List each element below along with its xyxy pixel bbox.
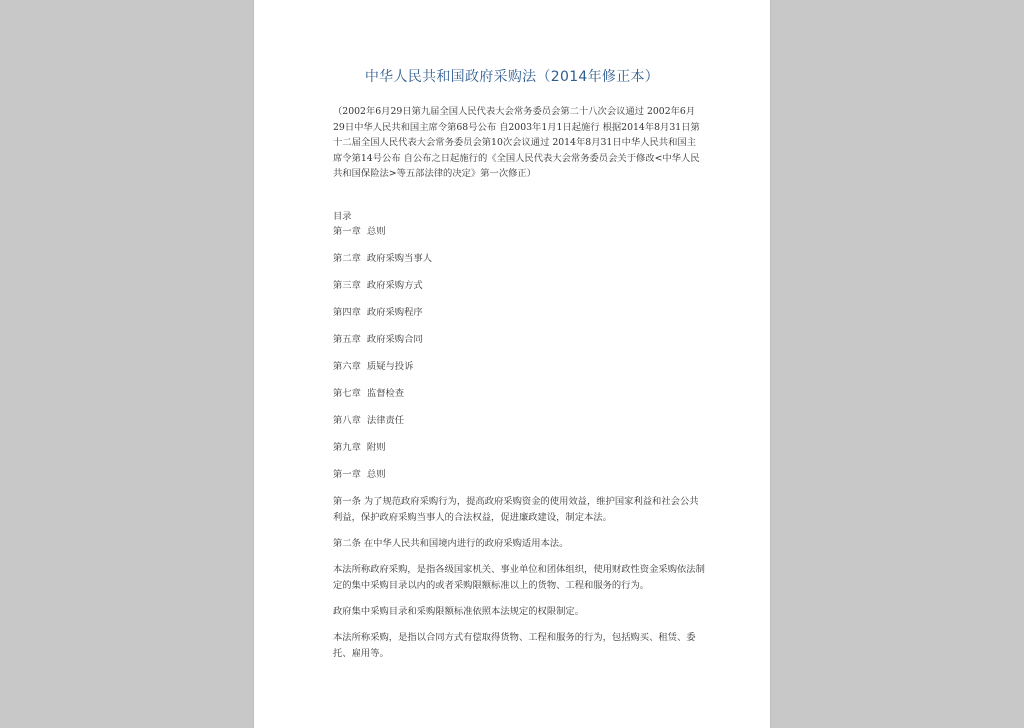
toc-item-1 (333, 224, 705, 239)
document-body (333, 209, 705, 672)
toc-chapter-number: 第八章 (333, 415, 361, 426)
toc-chapter-number: 第三章 (333, 280, 361, 291)
toc-item-4 (333, 305, 705, 320)
toc-chapter-number: 第六章 (333, 361, 361, 372)
toc-chapter-name: 附则 (366, 442, 386, 453)
article-paragraph: 本法所称政府采购，是指各级国家机关、事业单位和团体组织，使用财政性资金采购依法制定的集中采购目录以内的或者采购限额标准以上的货物、工程和服务的行为。 (333, 564, 705, 591)
toc-chapter-name: 质疑与投诉 (366, 361, 414, 372)
toc-chapter-number: 第四章 (333, 307, 361, 318)
toc-chapter-name: 监督检查 (366, 388, 405, 399)
document-page (254, 0, 770, 728)
toc-item-9 (333, 440, 705, 455)
article-paragraph: 第一条 为了规范政府采购行为，提高政府采购资金的使用效益，维护国家利益和社会公共利益，保护政府采购当事人的合法权益，促进廉政建设，制定本法。 (333, 496, 699, 523)
toc-item-5 (333, 332, 705, 347)
article-paragraph: 本法所称采购，是指以合同方式有偿取得货物、工程和服务的行为，包括购买、租赁、委托、雇用等。 (333, 632, 696, 659)
toc-chapter-name: 总则 (366, 226, 386, 237)
toc-chapter-number: 第九章 (333, 442, 361, 453)
toc-heading: 目录 (333, 211, 352, 222)
toc-item-6 (333, 359, 705, 374)
toc-chapter-number: 第五章 (333, 334, 361, 345)
toc-chapter-number: 第二章 (333, 253, 361, 264)
chapter-heading (333, 467, 705, 482)
toc-chapter-name: 政府采购合同 (366, 334, 423, 345)
toc-chapter-name: 政府采购程序 (366, 307, 423, 318)
article-paragraph: 政府集中采购目录和采购限额标准依照本法规定的权限制定。 (333, 606, 585, 617)
toc-chapter-number: 第一章 (333, 226, 361, 237)
chapter-number: 第一章 (333, 469, 361, 480)
toc-chapter-number: 第七章 (333, 388, 361, 399)
toc-item-2 (333, 251, 705, 266)
toc-chapter-name: 政府采购当事人 (366, 253, 432, 264)
toc-chapter-name: 政府采购方式 (366, 280, 423, 291)
toc-item-7 (333, 386, 705, 401)
article-paragraph: 第二条 在中华人民共和国境内进行的政府采购适用本法。 (333, 538, 569, 549)
document-title: 中华人民共和国政府采购法（2014年修正本） (364, 69, 660, 85)
chapter-name: 总则 (366, 469, 386, 480)
document-preamble: （2002年6月29日第九届全国人民代表大会常务委员会第二十八次会议通过 2002年6月29日中华人民共和国主席令第68号公布 自2003年1月1日起施行 根据2014年8月31日第十二届全国人民代表大会常务委员会第10次会议通过 2014年8月31日中华人民共和国主席令第14号公布 自公布之日起施行的《全国人民代表大会常务委员会关于修改<中华人民共和国保险法>等五部法律的决定》第一次修正） (333, 106, 700, 179)
toc-item-3 (333, 278, 705, 293)
toc-item-8 (333, 413, 705, 428)
toc-chapter-name: 法律责任 (366, 415, 405, 426)
